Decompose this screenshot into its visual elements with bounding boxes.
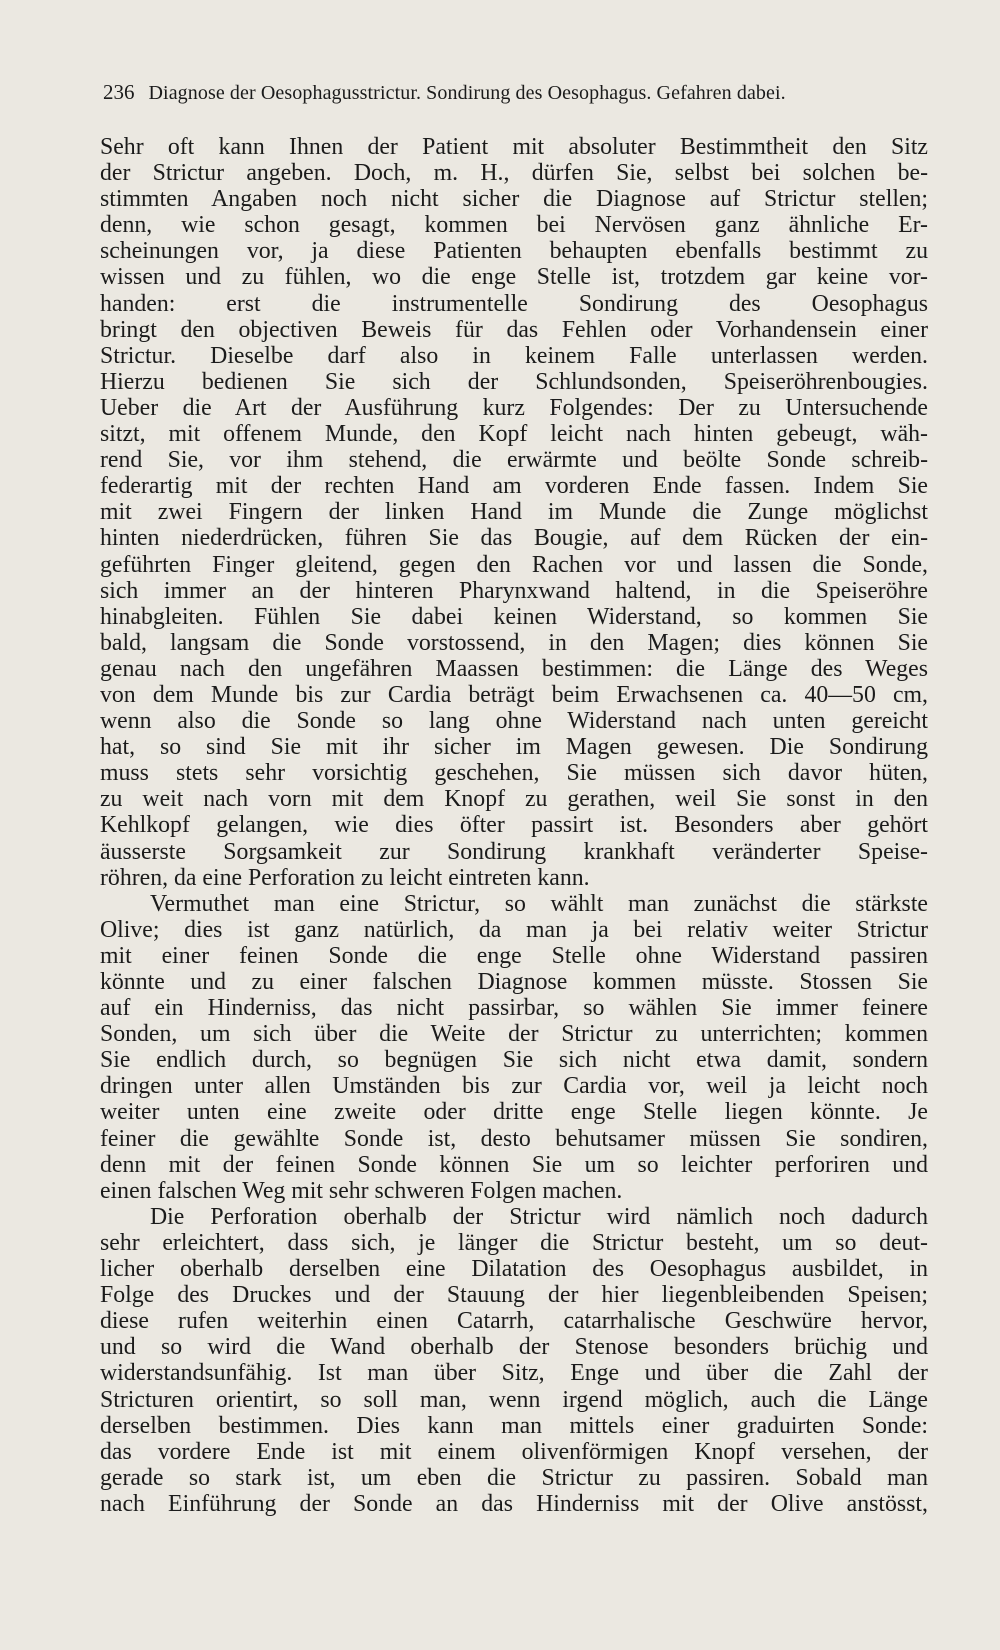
text-line: muss stets sehr vorsichtig geschehen, Sie müssen sich davor hüten,: [100, 760, 928, 787]
text-line: weiter unten eine zweite oder dritte enge Stelle liegen könnte. Je: [100, 1099, 928, 1126]
text-line: äusserste Sorgsamkeit zur Sondirung krankhaft veränderter Speise-: [100, 838, 928, 865]
text-line: handen: erst die instrumentelle Sondirung des Oesophagus: [100, 290, 928, 317]
text-line: einen falschen Weg mit sehr schweren Folgen machen.: [100, 1177, 623, 1204]
text-line: feiner die gewählte Sonde ist, desto behutsamer müssen Sie sondiren,: [100, 1125, 928, 1152]
text-line: geführten Finger gleitend, gegen den Rachen vor und lassen die Sonde,: [100, 551, 928, 578]
body-text: [100, 134, 928, 1517]
text-line: zu weit nach vorn mit dem Knopf zu gerathen, weil Sie sonst in den: [100, 786, 928, 813]
text-line: bald, langsam die Sonde vorstossend, in den Magen; dies können Sie: [100, 629, 928, 656]
text-line: scheinungen vor, ja diese Patienten behaupten ebenfalls bestimmt zu: [100, 238, 928, 265]
text-line: licher oberhalb derselben eine Dilatation des Oesophagus ausbildet, in: [100, 1256, 928, 1283]
text-line: Olive; dies ist ganz natürlich, da man ja bei relativ weiter Strictur: [100, 916, 928, 943]
text-line: derselben bestimmen. Dies kann man mittels einer graduirten Sonde:: [100, 1412, 928, 1439]
text-line: Sie endlich durch, so begnügen Sie sich nicht etwa damit, sondern: [100, 1047, 928, 1074]
running-head: [103, 72, 913, 112]
text-line: mit zwei Fingern der linken Hand im Munde die Zunge möglichst: [100, 499, 928, 526]
text-line: wenn also die Sonde so lang ohne Widerstand nach unten gereicht: [100, 708, 928, 735]
text-line: röhren, da eine Perforation zu leicht eintreten kann.: [100, 864, 590, 891]
text-line: hat, so sind Sie mit ihr sicher im Magen gewesen. Die Sondirung: [100, 734, 928, 761]
text-line: Folge des Druckes und der Stauung der hier liegenbleibenden Speisen;: [100, 1282, 928, 1309]
text-line: widerstandsunfähig. Ist man über Sitz, Enge und über die Zahl der: [100, 1360, 928, 1387]
text-line: mit einer feinen Sonde die enge Stelle ohne Widerstand passiren: [100, 942, 928, 969]
text-line: der Strictur angeben. Doch, m. H., dürfen Sie, selbst bei solchen be-: [100, 160, 928, 187]
text-line: stimmten Angaben noch nicht sicher die Diagnose auf Strictur stellen;: [100, 186, 928, 213]
text-line: Sonden, um sich über die Weite der Strictur zu unterrichten; kommen: [100, 1021, 928, 1048]
text-line: Strictur. Dieselbe darf also in keinem Falle unterlassen werden.: [100, 342, 928, 369]
text-line: hinten niederdrücken, führen Sie das Bougie, auf dem Rücken der ein-: [100, 525, 928, 552]
text-line: Kehlkopf gelangen, wie dies öfter passirt ist. Besonders aber gehört: [100, 812, 928, 839]
text-line: gerade so stark ist, um eben die Strictur zu passiren. Sobald man: [100, 1464, 928, 1491]
text-line: könnte und zu einer falschen Diagnose kommen müsste. Stossen Sie: [100, 969, 928, 995]
text-line: dringen unter allen Umständen bis zur Cardia vor, weil ja leicht noch: [100, 1073, 928, 1100]
text-line: das vordere Ende ist mit einem olivenförmigen Knopf versehen, der: [100, 1438, 928, 1465]
text-line: Stricturen orientirt, so soll man, wenn irgend möglich, auch die Länge: [100, 1386, 928, 1413]
text-line: sehr erleichtert, dass sich, je länger die Strictur besteht, um so deut-: [100, 1229, 928, 1256]
text-line: federartig mit der rechten Hand am vorderen Ende fassen. Indem Sie: [100, 473, 928, 500]
text-line: Ueber die Art der Ausführung kurz Folgendes: Der zu Untersuchende: [100, 394, 928, 421]
text-line: auf ein Hinderniss, das nicht passirbar, so wählen Sie immer feinere: [100, 995, 928, 1022]
text-line: denn, wie schon gesagt, kommen bei Nervösen ganz ähnliche Er-: [100, 212, 928, 239]
text-line: diese rufen weiterhin einen Catarrh, catarrhalische Geschwüre hervor,: [100, 1308, 928, 1335]
text-line: sitzt, mit offenem Munde, den Kopf leicht nach hinten gebeugt, wäh-: [100, 421, 928, 448]
text-line: hinabgleiten. Fühlen Sie dabei keinen Widerstand, so kommen Sie: [100, 603, 928, 630]
text-line: genau nach den ungefähren Maassen bestimmen: die Länge des Weges: [100, 655, 928, 682]
text-line: sich immer an der hinteren Pharynxwand haltend, in die Speiseröhre: [100, 577, 928, 604]
text-line: Hierzu bedienen Sie sich der Schlundsonden, Speiseröhrenbougies.: [100, 368, 928, 395]
text-line: bringt den objectiven Beweis für das Fehlen oder Vorhandensein einer: [100, 316, 928, 343]
running-title: Diagnose der Oesophagusstrictur. Sondirung des Oesophagus. Gefahren dabei.: [148, 82, 786, 104]
text-line: und so wird die Wand oberhalb der Stenose besonders brüchig und: [100, 1334, 928, 1361]
text-line: denn mit der feinen Sonde können Sie um so leichter perforiren und: [100, 1151, 928, 1178]
text-line: von dem Munde bis zur Cardia beträgt beim Erwachsenen ca. 40—50 cm,: [100, 681, 928, 708]
text-line: nach Einführung der Sonde an das Hinderniss mit der Olive anstösst,: [100, 1490, 928, 1517]
text-line: wissen und zu fühlen, wo die enge Stelle ist, trotzdem gar keine vor-: [100, 264, 928, 291]
text-line: Die Perforation oberhalb der Strictur wird nämlich noch dadurch: [150, 1203, 928, 1230]
page-number: 236: [103, 80, 135, 104]
text-line: Sehr oft kann Ihnen der Patient mit absoluter Bestimmtheit den Sitz: [100, 134, 928, 160]
text-line: Vermuthet man eine Strictur, so wählt man zunächst die stärkste: [150, 890, 928, 917]
text-line: rend Sie, vor ihm stehend, die erwärmte und beölte Sonde schreib-: [100, 447, 928, 474]
